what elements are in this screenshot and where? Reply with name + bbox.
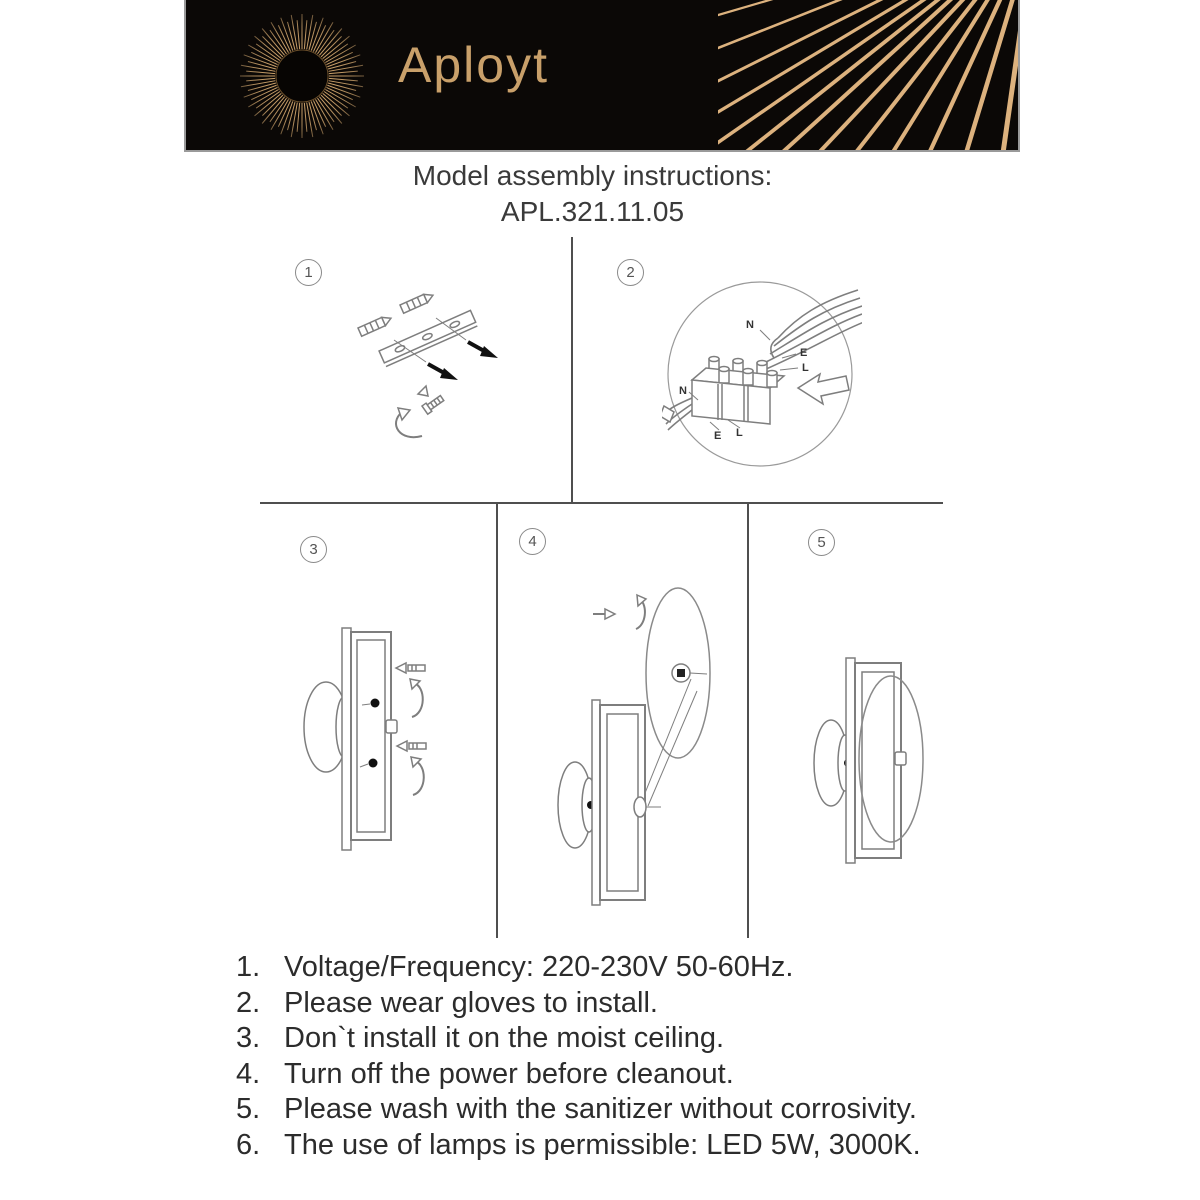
wire-label-l-bottom: L <box>736 427 743 439</box>
divider-horizontal <box>260 502 943 504</box>
step-1-badge: 1 <box>295 259 322 286</box>
divider-vertical-left <box>496 504 498 938</box>
instruction-item <box>236 1021 996 1057</box>
instruction-number: 2. <box>236 986 261 1019</box>
starburst-fade <box>238 12 366 140</box>
step-4-diagram <box>545 575 735 920</box>
instruction-item <box>236 1057 996 1093</box>
instruction-text: Voltage/Frequency: 220-230V 50-60Hz. <box>284 951 794 983</box>
instruction-item <box>236 950 996 986</box>
instruction-item <box>236 986 996 1022</box>
corner-rays-icon <box>718 0 1018 150</box>
step-3-diagram <box>300 615 470 855</box>
instruction-number: 6. <box>236 1128 261 1161</box>
divider-vertical-right <box>747 504 749 938</box>
step-3-badge: 3 <box>300 536 327 563</box>
instruction-text: Please wear gloves to install. <box>284 986 658 1019</box>
header-banner <box>184 0 1020 152</box>
instruction-number: 3. <box>236 1022 261 1054</box>
instruction-text: Turn off the power before cleanout. <box>284 1057 734 1090</box>
instruction-text: Please wash with the sanitizer without corrosivity. <box>284 1093 917 1125</box>
step-5-badge: 5 <box>808 529 835 556</box>
instructions-list <box>236 950 996 1163</box>
step-2-diagram <box>662 276 862 476</box>
instruction-item <box>236 1092 996 1128</box>
wire-label-n-top: N <box>746 319 754 331</box>
wire-label-l-top: L <box>802 362 809 374</box>
instruction-item <box>236 1128 996 1164</box>
title-line: Model assembly instructions: <box>412 160 773 191</box>
step-2-badge: 2 <box>617 259 644 286</box>
instruction-text: The use of lamps is permissible: LED 5W, 3000K. <box>284 1128 921 1161</box>
step-1-diagram <box>340 290 580 460</box>
step-4-badge: 4 <box>519 528 546 555</box>
instruction-number: 1. <box>236 951 261 983</box>
instruction-number: 5. <box>236 1093 261 1125</box>
model-number: APL.321.11.05 <box>500 196 685 227</box>
brand-name: Aployt <box>398 37 549 93</box>
instruction-text: Don`t install it on the moist ceiling. <box>284 1022 725 1054</box>
instruction-number: 4. <box>236 1057 261 1090</box>
wire-label-e-bottom: E <box>714 430 722 442</box>
step-5-diagram <box>800 645 960 875</box>
wire-label-e-top: E <box>800 347 808 359</box>
wire-label-n-bottom: N <box>679 385 687 397</box>
page-title <box>0 158 1185 230</box>
